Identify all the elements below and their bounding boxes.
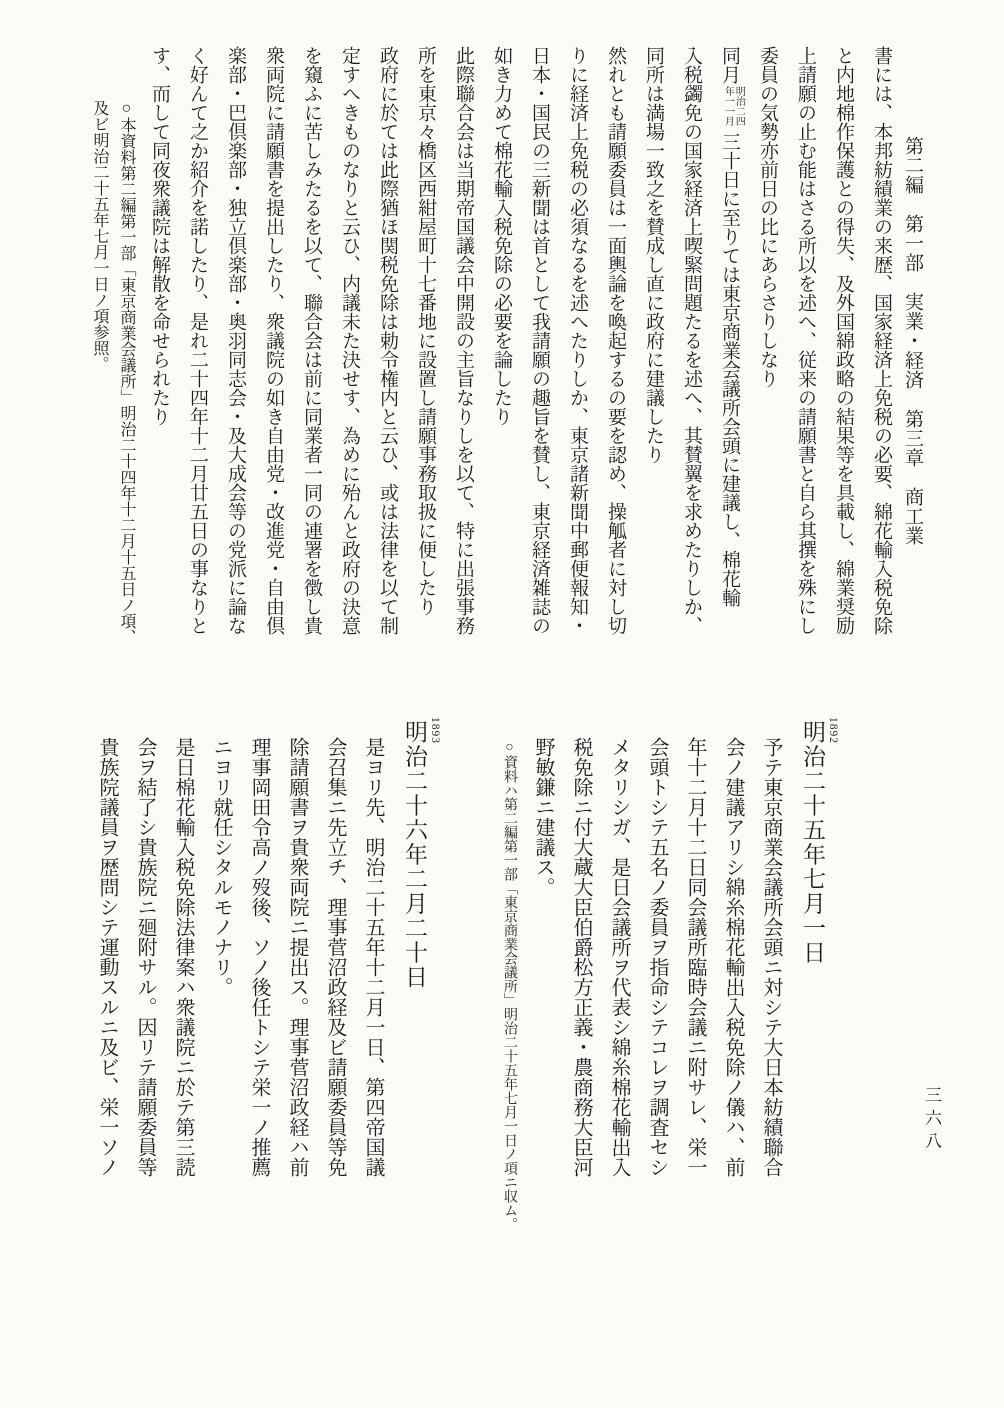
page-number: 三六八 (922, 1086, 941, 1155)
year-marker-1892: 1892 (827, 717, 839, 744)
text-line: 野敏鎌ニ建議ス。 (532, 737, 554, 897)
text-line: 書には、本邦紡績業の来歴、国家経済上免税の必要、綿花輸入税免除 (871, 46, 892, 635)
text-line: 然れとも請願委員は一面輿論を喚起するの要を認め、操觚者に対し切 (605, 46, 626, 635)
text-line: ○本資料第二編第一部「東京商業会議所」明治二十四年十二月十五日ノ項、 (118, 100, 135, 645)
text-line: 入税蠲免の国家経済上喫緊問題たるを述へ、其賛翼を求めたりしか、 (681, 46, 702, 635)
section-heading-date: 明治二十六年二月二十日 (402, 720, 427, 990)
text-line: 日本・国民の三新聞は首として我請願の趣旨を賛し、東京経済雑誌の (529, 46, 550, 635)
text-line: 楽部・巴倶楽部・独立倶楽部・奥羽同志会・及大成会等の党派に論な (225, 46, 246, 635)
text-line: 是ヨリ先、明治二十五年十二月一日、第四帝国議 (362, 737, 384, 1177)
text-line: 委員の気勢亦前日の比にあらさりしなり (757, 46, 778, 388)
text-line: 是日棉花輸入税免除法律案ハ衆議院ニ於テ第三読 (172, 737, 194, 1177)
text-line: 税免除ニ付大蔵大臣伯爵松方正義・農商務大臣河 (570, 737, 592, 1177)
section-1892 (492, 716, 834, 1278)
text-line: を窺ふに苦しみたるを以て、聯合会は前に同業者一同の連署を徴し貴 (301, 46, 322, 635)
text-line: 此際聯合会は当期帝国議会中開設の主旨なりしを以て、特に出張事務 (453, 46, 474, 635)
section-heading-date: 明治二十五年七月一日 (800, 720, 825, 965)
text-line: 同月明治二四年一一月三十日に至りては東京商業会議所会頭に建議し、棉花輸 (719, 46, 745, 607)
text-line: 貴族院議員ヲ歴問シテ運動スルニ及ビ、栄一ソノ (96, 737, 118, 1177)
text-line: 会召集ニ先立チ、理事菅沼政経及ビ請願委員等免 (324, 737, 346, 1177)
text-line: 除請願書ヲ貴衆両院ニ提出ス。理事菅沼政経ハ前 (286, 737, 308, 1177)
text-line: りに経済上免税の必須なるを述へたりしか、東京諸新聞中郵便報知・ (567, 46, 588, 635)
text-line: 理事岡田令高ノ歿後、ソノ後任トシテ栄一ノ推薦 (248, 737, 270, 1177)
text-line: く好んて之か紹介を諾したり、是れ二十四年十二月廿五日の事なりと (187, 46, 208, 635)
text-line: 定すへきものなりと云ひ、内議未た決せす、為めに殆んと政府の決意 (339, 46, 360, 635)
text-line: 及ビ明治二十五年七月一日ノ項参照。 (91, 100, 108, 372)
text-line: ○資料ハ第二編第一部「東京商業会議所」明治二十五年七月一日ノ項ニ収ム。 (502, 740, 517, 1231)
year-marker-1893: 1893 (429, 717, 441, 744)
section-top-body (80, 46, 900, 652)
text-line: 上請願の止む能はさる所以を述へ、従来の請願書と自ら其撰を殊にし (795, 46, 816, 635)
text-line: 会頭トシテ五名ノ委員ヲ指命シテコレヲ調査セシ (646, 737, 668, 1177)
text-line: 会ヲ結了シ貴族院ニ廻附サル。因リテ請願委員等 (134, 737, 156, 1177)
text-line: 所を東京々橋区西紺屋町十七番地に設置し請願事務取扱に便したり (415, 46, 436, 616)
text-line: 政府に於ては此際猶ほ関税免除は勅令権内と云ひ、或は法律を以て制 (377, 46, 398, 635)
text-line: ニヨリ就任シタルモノナリ。 (210, 737, 232, 997)
text-line: メタリシガ、是日会議所ヲ代表シ綿糸棉花輸出入 (608, 737, 630, 1177)
text-line: 如き力めて棉花輸入税免除の必要を論したり (491, 46, 512, 426)
text-line: 同所は満場一致之を賛成し直に政府に建議したり (643, 46, 664, 464)
text-line: 会ノ建議アリシ綿糸棉花輸出入税免除ノ儀ハ、前 (722, 737, 744, 1177)
text-line: 年十二月十二日同会議所臨時会議ニ附サレ、栄一 (684, 737, 706, 1177)
text-line: 予テ東京商業会議所会頭ニ対シテ大日本紡績聯合 (760, 737, 782, 1177)
inline-date-note: 明治二四年一一月 (722, 86, 745, 126)
text-line: す、而して同夜衆議院は解散を命せられたり (149, 46, 170, 426)
text-line: 衆両院に請願書を提出したり、衆議院の如き自由党・改進党・自由倶 (263, 46, 284, 635)
text-line: と内地棉作保護との得失、及外国綿政略の結果等を具載し、綿業奨励 (833, 46, 854, 635)
chapter-header: 第二編 第一部 実業・経済 第三章 商工業 (902, 136, 923, 546)
section-1893 (88, 716, 436, 1278)
